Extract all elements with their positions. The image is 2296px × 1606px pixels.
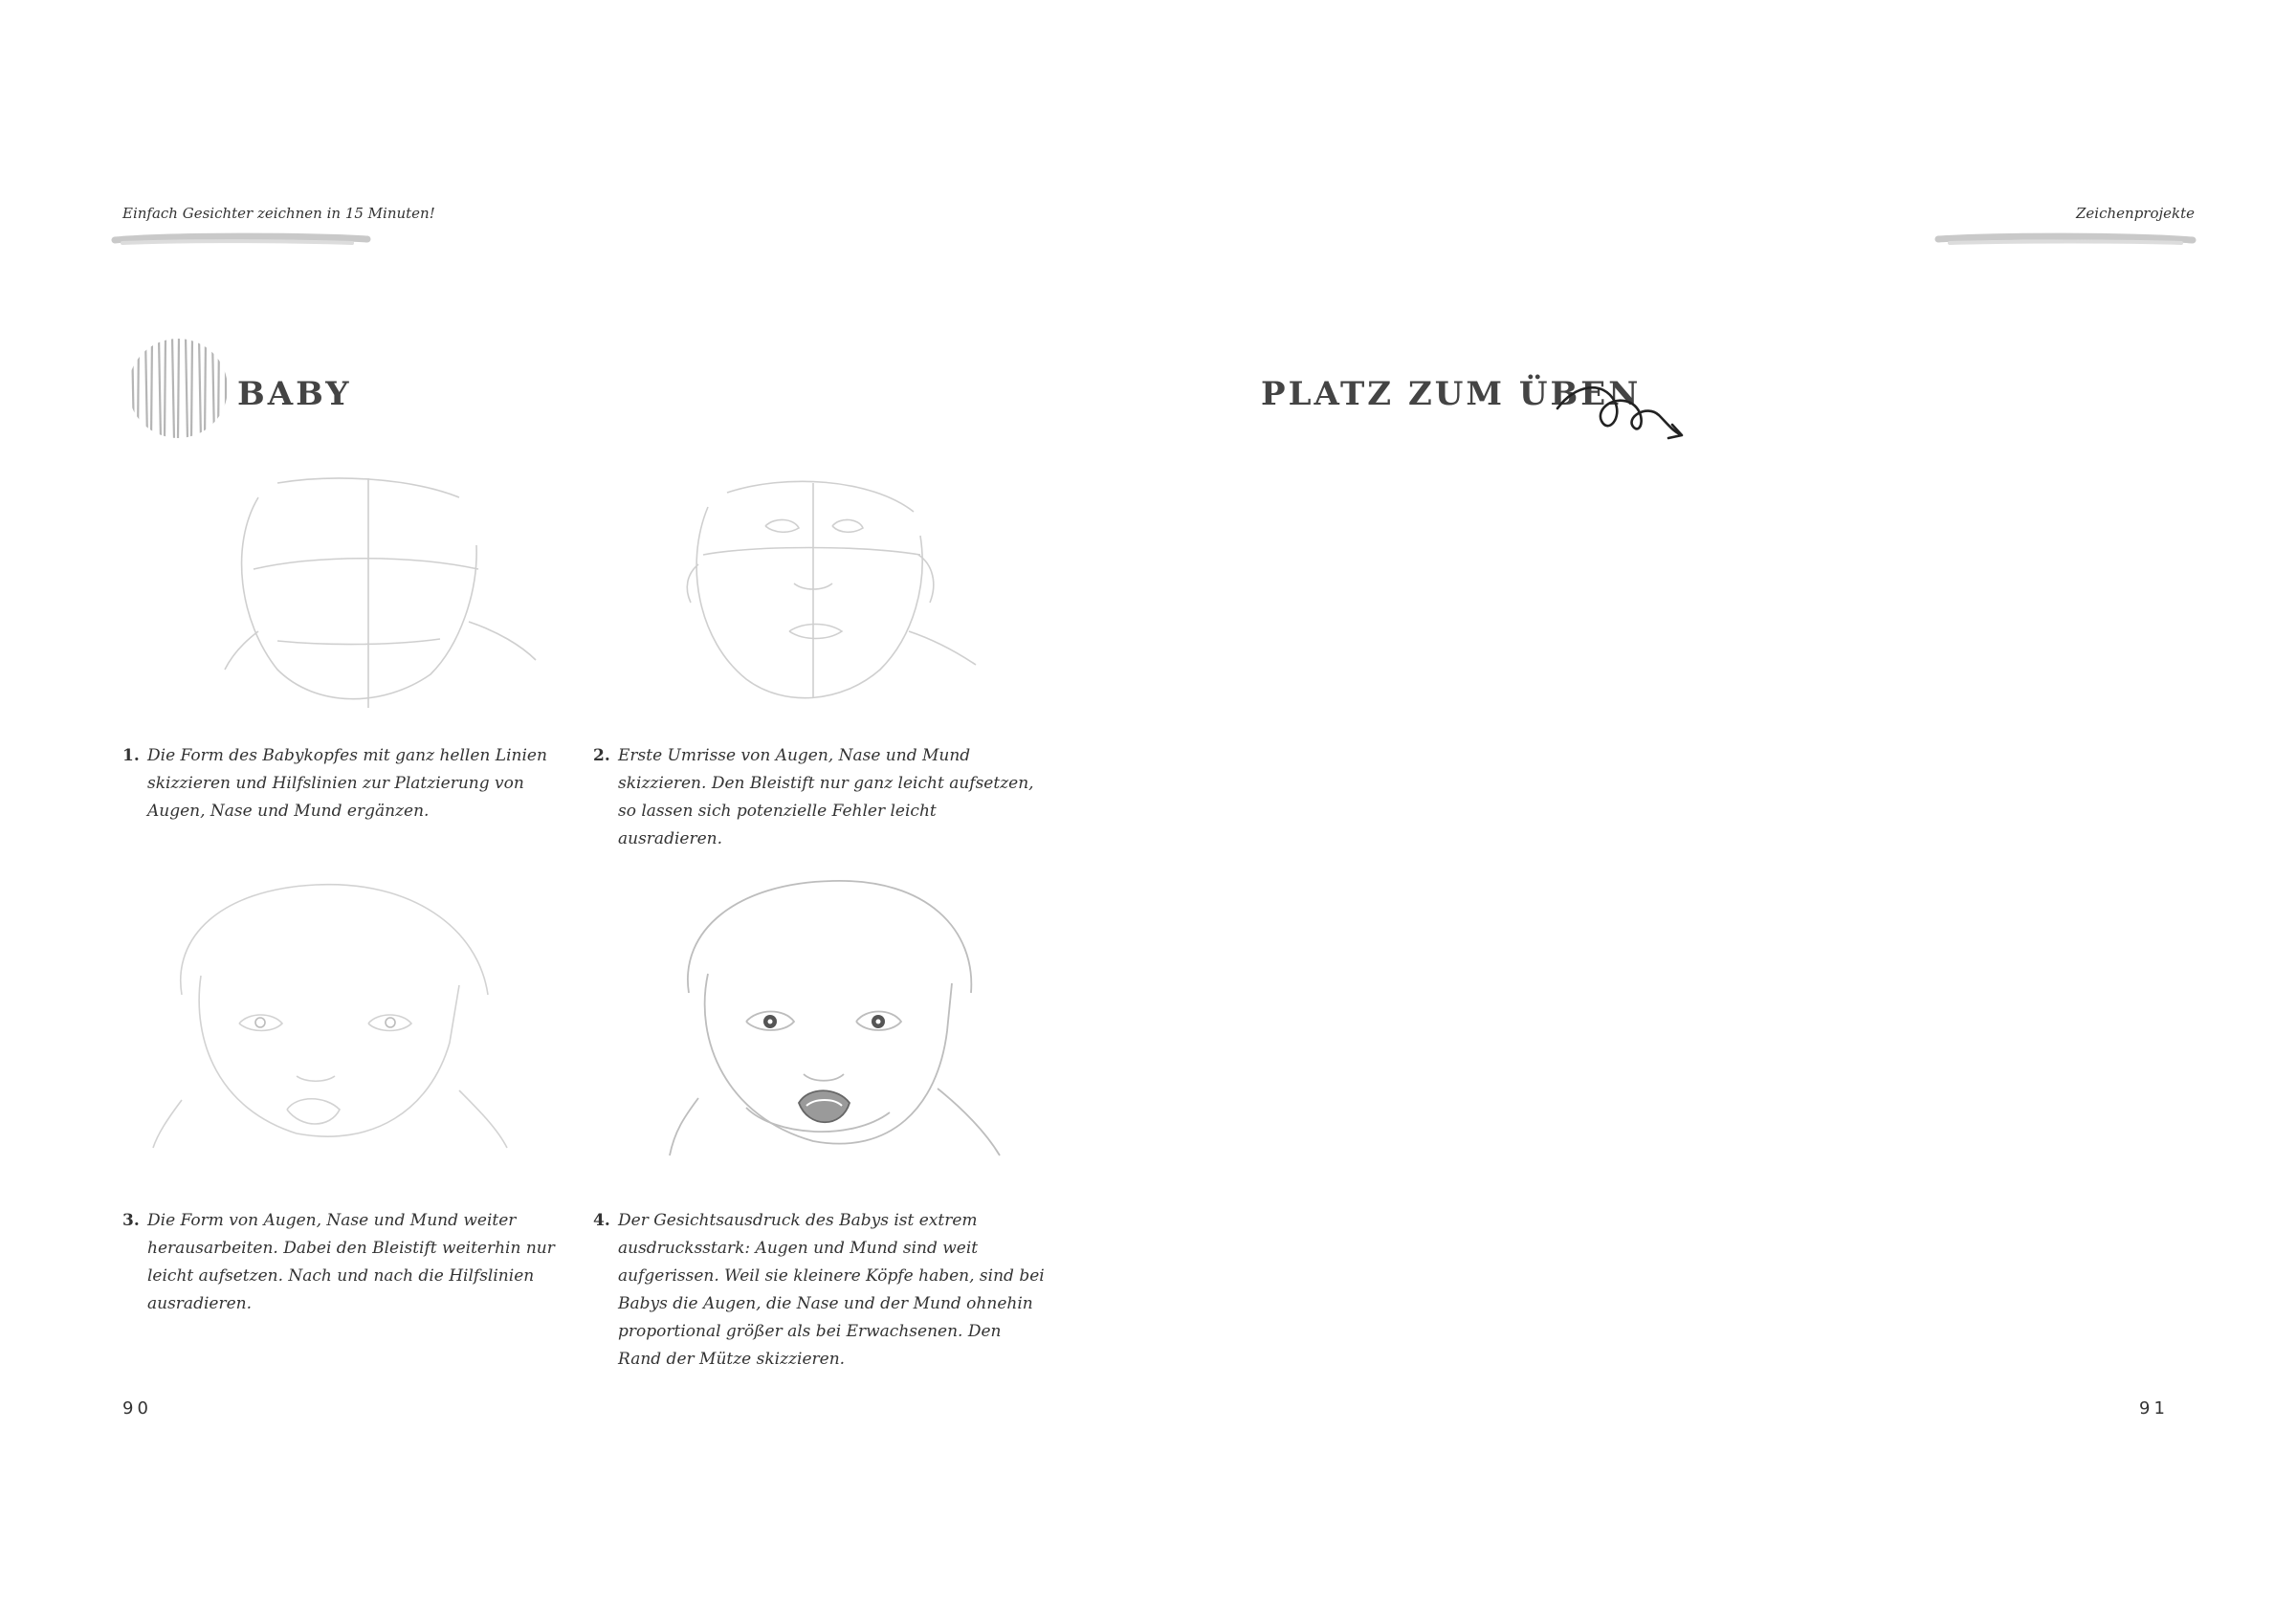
header-brush-stroke-left [113,232,369,248]
page-number-left: 90 [122,1398,152,1419]
baby-sketch-step-2 [670,478,995,717]
page-number-right: 91 [2139,1398,2169,1419]
step-text: Die Form des Babykopfes mit ganz hellen Linien skizzieren und Hilfslinien zur Platzierung von Augen, Nase und Mund ergänzen. [147,746,547,821]
step-3 [122,1207,577,1318]
header-brush-stroke-right [1936,232,2195,248]
baby-sketch-step-1 [220,478,545,717]
step-number: 2. [593,746,610,765]
right-page-title: PLATZ ZUM ÜBEN [1261,375,1642,413]
step-2 [593,742,1043,853]
left-page-title: BABY [237,375,352,413]
left-running-title: Einfach Gesichter zeichnen in 15 Minuten! [122,205,435,222]
step-number: 1. [122,746,140,765]
step-text: Der Gesichtsausdruck des Babys ist extrem ausdrucksstark: Augen und Mund sind weit aufgerissen. Weil sie kleinere Köpfe haben, sind bei Babys die Augen, die Nase und der Mund ohnehin proportional größer als bei Erwachsenen. Den Rand der Mütze skizzieren. [618,1211,1045,1369]
step-1 [122,742,563,825]
step-number: 4. [593,1211,610,1230]
step-4 [593,1207,1048,1374]
baby-sketch-step-4 [651,878,1014,1175]
curly-arrow-icon [1556,375,1699,451]
step-text: Die Form von Augen, Nase und Mund weiter herausarbeiten. Dabei den Bleistift weiterhin nur leicht aufsetzen. Nach und nach die Hilfslinien ausradieren. [147,1211,555,1313]
baby-sketch-step-3 [144,880,526,1167]
right-running-title: Zeichenprojekte [2076,205,2196,222]
hatched-circle-icon [126,337,230,440]
step-number: 3. [122,1211,140,1230]
step-text: Erste Umrisse von Augen, Nase und Mund skizzieren. Den Bleistift nur ganz leicht aufsetzen, so lassen sich potenzielle Fehler leicht ausradieren. [618,746,1034,848]
